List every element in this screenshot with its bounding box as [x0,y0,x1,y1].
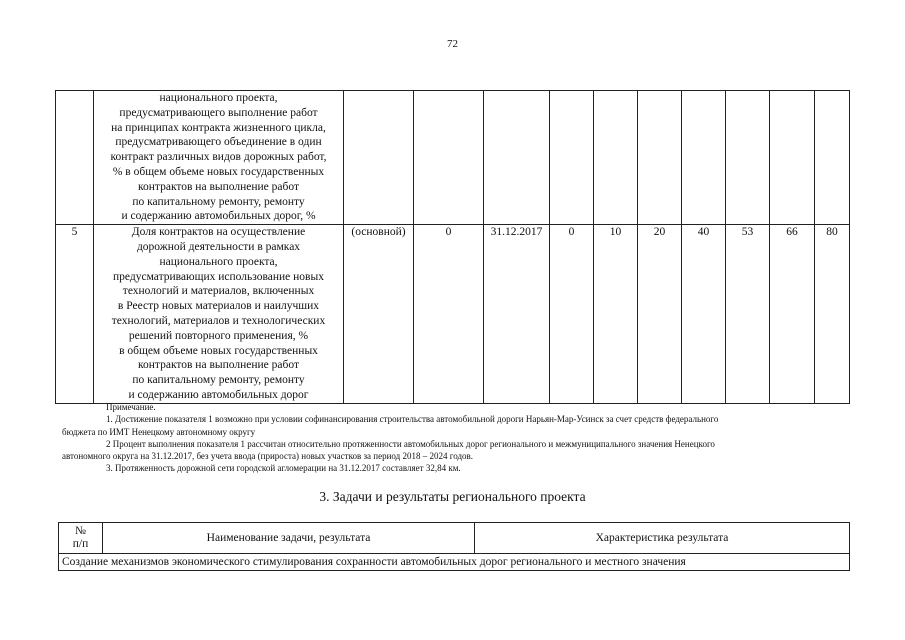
empty-cell [638,91,682,225]
indicator-name-cell [94,225,344,404]
name-line: по капитальному ремонту, ремонту [132,374,305,387]
year-value-cell: 66 [770,225,815,404]
year-value-cell: 53 [726,225,770,404]
tasks-table [58,522,850,571]
name-line: контрактов на выполнение работ [138,359,299,372]
name-line: и содержанию автомобильных дорог, % [121,210,316,223]
header-result-characteristic: Характеристика результата [475,523,850,554]
note-1: 1. Достижение показателя 1 возможно при условии софинансирования строительства автомобильной дороги Нарьян-Мар-Усинск за счет средств федерального [106,414,719,425]
empty-cell [594,91,638,225]
name-line: и содержанию автомобильных дорог [128,388,309,401]
name-line: контрактов на выполнение работ [138,180,299,193]
indicator-table [55,90,850,404]
empty-cell [770,91,815,225]
year-value-cell: 20 [638,225,682,404]
task-title-cell: Создание механизмов экономического стимулирования сохранности автомобильных дорог регионального и местного значения [59,554,850,571]
empty-cell [484,91,550,225]
name-line: дорожной деятельности в рамках [136,240,301,253]
name-line: национального проекта, [159,92,278,104]
empty-cell [815,91,850,225]
year-value-cell: 40 [682,225,726,404]
name-line: контракт различных видов дорожных работ, [110,151,327,164]
name-line: технологий, материалов и технологических [111,314,326,327]
row-number-cell [56,91,94,225]
note-3: 3. Протяженность дорожной сети городской агломерации на 31.12.2017 составляет 32,84 км. [106,463,461,474]
base-value-cell: 0 [414,225,484,404]
name-line: по капитальному ремонту, ремонту [132,195,305,208]
header-num-cell [59,523,103,554]
note-2-continued: автономного округа на 31.12.2017, без учета ввода (прироста) новых участков за период 2018 – 2024 годов. [62,451,474,462]
name-line: решений повторного применения, % [128,329,309,342]
name-line: в Реестр новых материалов и наилучших [117,300,320,313]
tasks-row [59,554,850,571]
name-line: Доля контрактов на осуществление [131,226,306,239]
indicator-type-cell: (основной) [344,225,414,404]
indicator-name-cell [94,91,344,225]
tasks-header-row [59,523,850,554]
note-1-continued: бюджета по ИМТ Ненецкому автономному округу [62,426,256,437]
note-2: 2 Процент выполнения показателя 1 рассчитан относительно протяженности автомобильных дорог регионального и межмуниципального значения Ненецкого [106,438,715,449]
year-value-cell: 80 [815,225,850,404]
row-number-cell: 5 [56,225,94,404]
empty-cell [414,91,484,225]
name-line: технологий и материалов, включенных [122,285,315,298]
name-line: предусматривающих использование новых [113,270,324,283]
header-num-label: п/п [72,538,89,550]
name-line: % в общем объеме новых государственных [112,165,325,178]
table-row-5 [56,225,850,404]
empty-cell [550,91,594,225]
table-row-continued [56,91,850,225]
empty-cell [726,91,770,225]
header-task-name: Наименование задачи, результата [103,523,475,554]
base-date-cell: 31.12.2017 [484,225,550,404]
notes-title: Примечание. [106,402,156,412]
name-line: на принципах контракта жизненного цикла, [111,121,326,134]
header-num-symbol: № [75,525,86,537]
empty-cell [344,91,414,225]
notes-block [62,401,852,475]
name-line: предусматривающего объединение в один [115,136,322,149]
name-line: национального проекта, [159,255,278,268]
section-title: 3. Задачи и результаты регионального проекта [319,489,586,504]
year-value-cell: 10 [594,225,638,404]
year-value-cell: 0 [550,225,594,404]
name-line: предусматривающего выполнение работ [119,106,318,119]
page-number: 72 [447,38,458,50]
name-line: в общем объеме новых государственных [119,344,318,357]
empty-cell [682,91,726,225]
